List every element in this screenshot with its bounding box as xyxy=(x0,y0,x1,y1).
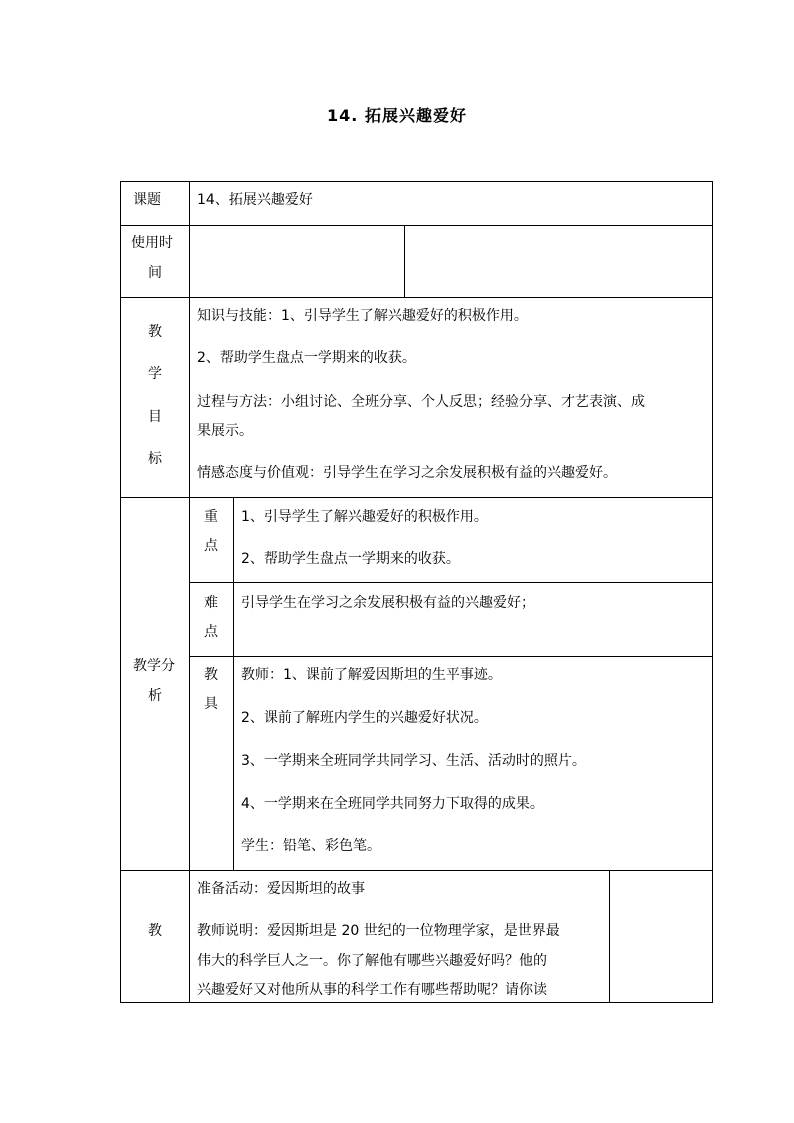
tools-line1: 教师：1、课前了解爱因斯坦的生平事迹。 xyxy=(241,667,502,683)
goals-process-line2: 果展示。 xyxy=(197,423,253,439)
goals-knowledge: 知识与技能：1、引导学生了解兴趣爱好的积极作用。 xyxy=(197,308,528,324)
difficult-point-line1: 引导学生在学习之余发展积极有益的兴趣爱好； xyxy=(241,595,535,611)
process-activity: 准备活动：爱因斯坦的故事 xyxy=(197,881,365,897)
key-point-label-2: 点 xyxy=(204,538,218,554)
process-line1: 教师说明：爱因斯坦是 20 世纪的一位物理学家，是世界最 xyxy=(197,923,560,939)
process-line2: 伟大的科学巨人之一。你了解他有哪些兴趣爱好吗？他的 xyxy=(197,953,547,969)
tools-line5: 学生：铅笔、彩色笔。 xyxy=(241,838,381,854)
tools-line3: 3、一学期来全班同学共同学习、生活、活动时的照片。 xyxy=(241,753,586,769)
page-title: 14. 拓展兴趣爱好 xyxy=(327,106,467,125)
difficult-point-label-2: 点 xyxy=(204,624,218,640)
tools-line2: 2、课前了解班内学生的兴趣爱好状况。 xyxy=(241,710,488,726)
time-label-line2: 间 xyxy=(148,265,162,281)
goals-label-char-1: 教 xyxy=(148,324,162,340)
key-point-line2: 2、帮助学生盘点一学期来的收获。 xyxy=(241,551,460,567)
topic-label: 课题 xyxy=(133,192,161,208)
key-point-label-1: 重 xyxy=(204,509,218,525)
analysis-label-line1: 教学分 xyxy=(133,658,175,674)
goals-label-char-4: 标 xyxy=(148,451,162,467)
goals-process-line1: 过程与方法：小组讨论、全班分享、个人反思；经验分享、才艺表演、成 xyxy=(197,394,645,410)
analysis-label-line2: 析 xyxy=(148,688,162,704)
process-line3: 兴趣爱好又对他所从事的科学工作有哪些帮助呢？请你读 xyxy=(197,982,547,998)
tools-label-2: 具 xyxy=(204,696,218,712)
tools-line4: 4、一学期来在全班同学共同努力下取得的成果。 xyxy=(241,796,544,812)
goals-knowledge-2: 2、帮助学生盘点一学期来的收获。 xyxy=(197,350,416,366)
key-point-line1: 1、引导学生了解兴趣爱好的积极作用。 xyxy=(241,509,488,525)
difficult-point-label-1: 难 xyxy=(204,595,218,611)
tools-label-1: 教 xyxy=(204,667,218,683)
goals-label-char-3: 目 xyxy=(148,409,162,425)
goals-label-char-2: 学 xyxy=(148,366,162,382)
goals-emotion: 情感态度与价值观：引导学生在学习之余发展积极有益的兴趣爱好。 xyxy=(197,465,617,481)
process-label: 教 xyxy=(148,923,162,939)
time-label-line1: 使用时 xyxy=(131,235,173,251)
topic-value: 14、拓展兴趣爱好 xyxy=(197,192,313,208)
